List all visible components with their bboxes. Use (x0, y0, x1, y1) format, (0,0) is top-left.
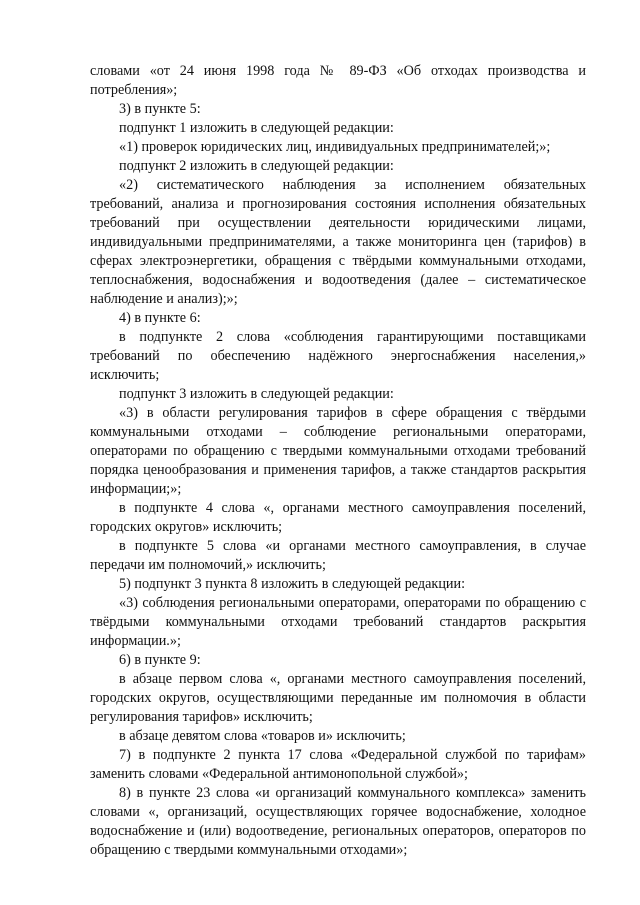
quoted-paragraph: «2) систематического наблюдения за исполнением обязательных требований, анализа и прогнозирования состояния исполнения обязательных требований при осуществлении деятельности юридическими лицами, индивидуальными предпринимателями, а также мониторинга цен (тарифов) в сферах электроэнергетики, обращения с твёрдыми коммунальными отходами, теплоснабжения, водоснабжения и водоотведения (далее – систематическое наблюдение и анализ);»; (90, 177, 586, 307)
paragraph: в подпункте 2 слова «соблюдения гарантирующими поставщиками требований по обеспечению надёжного энергоснабжения населения,» исключить; (90, 329, 586, 383)
document-body (90, 62, 586, 860)
paragraph: 7) в подпункте 2 пункта 17 слова «Федеральной службой по тарифам» заменить словами «Федеральной антимонопольной службой»; (90, 747, 586, 782)
paragraph: словами «от 24 июня 1998 года № 89-ФЗ «Об отходах производства и потребления»; (90, 63, 586, 98)
quoted-paragraph: «3) соблюдения региональными операторами, операторами по обращению с твёрдыми коммунальными отходами требований стандартов раскрытия информации.»; (90, 595, 586, 649)
paragraph: подпункт 2 изложить в следующей редакции: (119, 158, 394, 174)
paragraph: подпункт 3 изложить в следующей редакции: (119, 386, 394, 402)
paragraph: в подпункте 4 слова «, органами местного самоуправления поселений, городских округов» исключить; (90, 500, 586, 535)
list-item-heading: 5) подпункт 3 пункта 8 изложить в следующей редакции: (119, 576, 466, 592)
list-item-heading: 4) в пункте 6: (119, 310, 201, 326)
quoted-paragraph: «1) проверок юридических лиц, индивидуальных предпринимателей;»; (119, 139, 551, 155)
paragraph: в абзаце девятом слова «товаров и» исключить; (119, 728, 406, 744)
list-item-heading: 6) в пункте 9: (119, 652, 201, 668)
paragraph: 8) в пункте 23 слова «и организаций коммунального комплекса» заменить словами «, организаций, осуществляющих горячее водоснабжение, холодное водоснабжение и (или) водоотведение, региональных операторов, операторов по обращению с твердыми коммунальными отходами»; (90, 785, 586, 858)
paragraph: подпункт 1 изложить в следующей редакции: (119, 120, 394, 136)
paragraph: в подпункте 5 слова «и органами местного самоуправления, в случае передачи им полномочий,» исключить; (90, 538, 586, 573)
paragraph: в абзаце первом слова «, органами местного самоуправления поселений, городских округов, осуществляющими переданные им полномочия в области регулирования тарифов» исключить; (90, 671, 586, 725)
list-item-heading: 3) в пункте 5: (119, 101, 201, 117)
quoted-paragraph: «3) в области регулирования тарифов в сфере обращения с твёрдыми коммунальными отходами – соблюдение региональными операторами, операторами по обращению с твердыми коммунальными отходами требований порядка ценообразования и применения тарифов, а также стандартов раскрытия информации;»; (90, 405, 586, 497)
